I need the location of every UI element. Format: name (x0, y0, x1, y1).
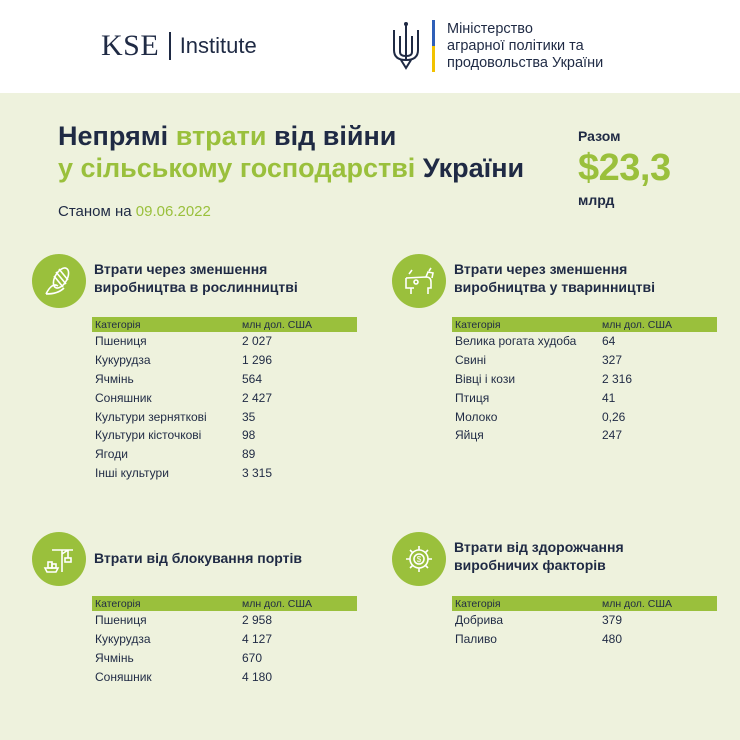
table-row: Вівці і кози 2 316 (455, 371, 633, 386)
table-row: Кукурудза 4 127 (95, 632, 273, 647)
table-row: Культури зерняткові 35 (95, 409, 256, 424)
section-title: Втрати від здорожчання виробничих факторів (454, 539, 624, 573)
logo-divider (169, 32, 171, 60)
page-title: Непрямі втрати від війни у сільському господарстві України (58, 121, 525, 183)
kse-logo-institute: Institute (179, 33, 257, 58)
section-livestock-losses (392, 254, 722, 474)
input-cost-table (452, 596, 717, 649)
table-row: Ячмінь 670 (95, 650, 263, 665)
table-row: Яйця 247 (455, 428, 623, 443)
cow-icon (392, 254, 446, 308)
table-row: Пшениця 2 027 (95, 334, 273, 349)
table-row: Молоко 0,26 (455, 409, 626, 424)
table-row: Культури кісточкові 98 (95, 428, 256, 443)
kse-institute-logo (101, 30, 257, 62)
table-row: Паливо 480 (455, 632, 623, 647)
table-header: Категорія млн дол. США (92, 317, 357, 332)
gear-dollar-icon (392, 532, 446, 586)
ministry-logo (390, 20, 603, 72)
section-input-cost-losses (392, 532, 722, 662)
section-title: Втрати через зменшення виробництва у тваринництві (454, 261, 655, 295)
table-row: Ячмінь 564 (95, 371, 263, 386)
total-label: Разом (578, 128, 621, 144)
total-losses (578, 128, 671, 208)
livestock-table (452, 317, 717, 445)
header-bar (0, 0, 740, 93)
section-title: Втрати від блокування портів (94, 550, 303, 566)
trident-icon (390, 20, 422, 72)
table-row: Соняшник 2 427 (95, 390, 273, 405)
table-row: Ягоди 89 (95, 447, 256, 462)
port-table (92, 596, 357, 686)
section-port-blockade-losses (32, 532, 362, 692)
total-unit: млрд (578, 192, 615, 208)
table-row: Кукурудза 1 296 (95, 353, 273, 368)
corn-icon (32, 254, 86, 308)
as-of-date: Станом на 09.06.2022 (58, 203, 211, 220)
svg-text:$: $ (416, 555, 422, 564)
table-row: Свині 327 (455, 353, 623, 368)
flag-stripe (432, 20, 435, 72)
section-title: Втрати через зменшення виробництва в рослинництві (94, 261, 298, 295)
total-value: $23,3 (578, 147, 671, 189)
table-header: Категорія млн дол. США (92, 596, 357, 611)
table-header: Категорія млн дол. США (452, 596, 717, 611)
table-header: Категорія млн дол. США (452, 317, 717, 332)
crop-table (92, 317, 357, 482)
table-row: Інші культури 3 315 (95, 465, 273, 480)
kse-logo-mark: KSE (101, 29, 160, 62)
ministry-name: Міністерство аграрної політики та продовольства України (447, 21, 604, 71)
section-crop-losses (32, 254, 362, 494)
table-row: Пшениця 2 958 (95, 613, 273, 628)
table-row: Добрива 379 (455, 613, 623, 628)
table-row: Велика рогата худоба 64 (455, 334, 616, 349)
port-crane-icon (32, 532, 86, 586)
table-row: Птиця 41 (455, 390, 616, 405)
table-row: Соняшник 4 180 (95, 669, 273, 684)
